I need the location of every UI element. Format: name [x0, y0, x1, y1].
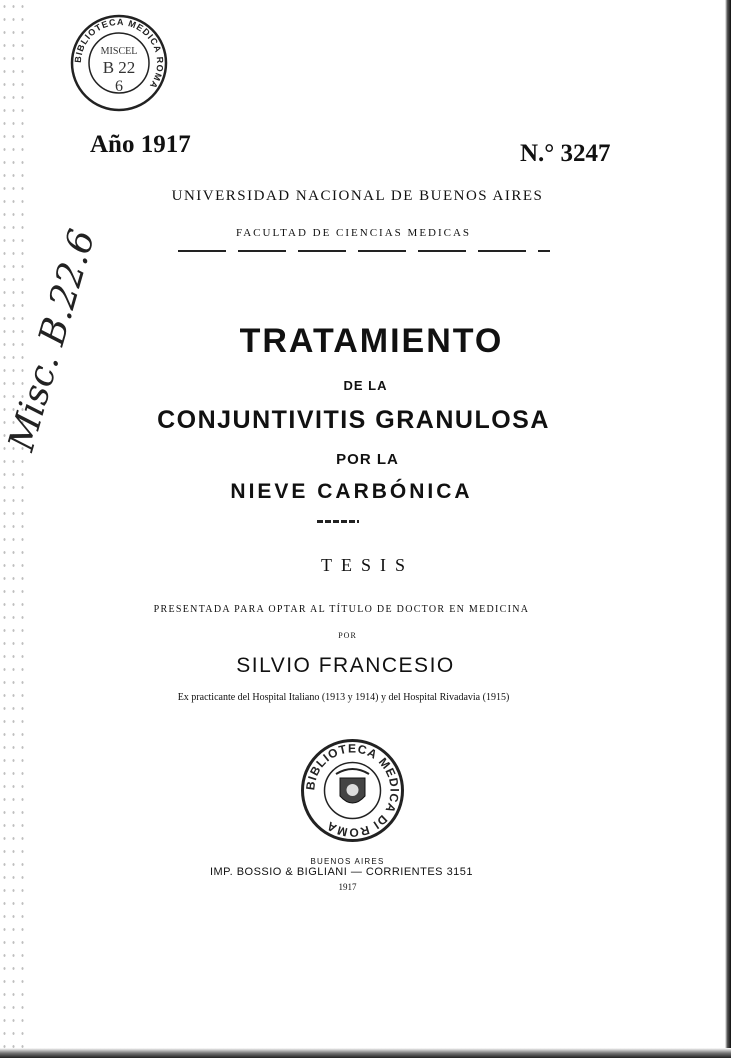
- ornament-divider: [317, 520, 359, 523]
- year-label: Año 1917: [90, 131, 191, 158]
- author-name: SILVIO FRANCESIO: [236, 654, 455, 677]
- scan-edge-right: [725, 0, 731, 1058]
- thesis-by: POR: [338, 631, 357, 640]
- title-main: TRATAMIENTO: [239, 322, 504, 360]
- publisher-press: IMP. BOSSIO & BIGLIANI — CORRIENTES 3151: [209, 866, 474, 878]
- library-stamp-top: [70, 14, 168, 112]
- library-seal-icon: [300, 738, 405, 843]
- crest-icon: [336, 769, 369, 803]
- dashed-divider: [178, 250, 550, 252]
- stamp-top-line2: B 22: [102, 58, 136, 77]
- scan-edge-bottom: [0, 1048, 731, 1058]
- library-stamp-ring-text: BIBLIOTECA MEDICA DI ROMA: [303, 741, 402, 840]
- title-connector-2: POR LA: [336, 451, 399, 468]
- stamp-top-ring-text: BIBLIOTECA MEDICA ROMA: [72, 16, 166, 91]
- scan-noise-left: [0, 0, 30, 1058]
- thesis-label: TESIS: [320, 555, 414, 575]
- handwritten-shelfmark: Misc. B.22.6: [1, 225, 104, 456]
- stamp-top-line3: 6: [115, 78, 123, 95]
- faculty-name: FACULTAD DE CIENCIAS MEDICAS: [235, 227, 472, 239]
- title-connector-1: DE LA: [343, 378, 388, 393]
- catalog-number: N.° 3247: [520, 140, 611, 167]
- library-stamp: [300, 738, 405, 843]
- author-credentials: Ex practicante del Hospital Italiano (1913 y 1914) y del Hospital Rivadavia (1915): [177, 692, 510, 703]
- title-subject: CONJUNTIVITIS GRANULOSA: [157, 406, 550, 434]
- title-method: NIEVE CARBÓNICA: [230, 480, 473, 503]
- publisher-year: 1917: [338, 882, 357, 892]
- publisher-city: BUENOS AIRES: [310, 857, 385, 866]
- thesis-presented-line: PRESENTADA PARA OPTAR AL TÍTULO DE DOCTOR EN MEDICINA: [153, 604, 530, 615]
- stamp-top-line1: MISCEL: [100, 46, 138, 57]
- university-name: UNIVERSIDAD NACIONAL DE BUENOS AIRES: [171, 188, 544, 204]
